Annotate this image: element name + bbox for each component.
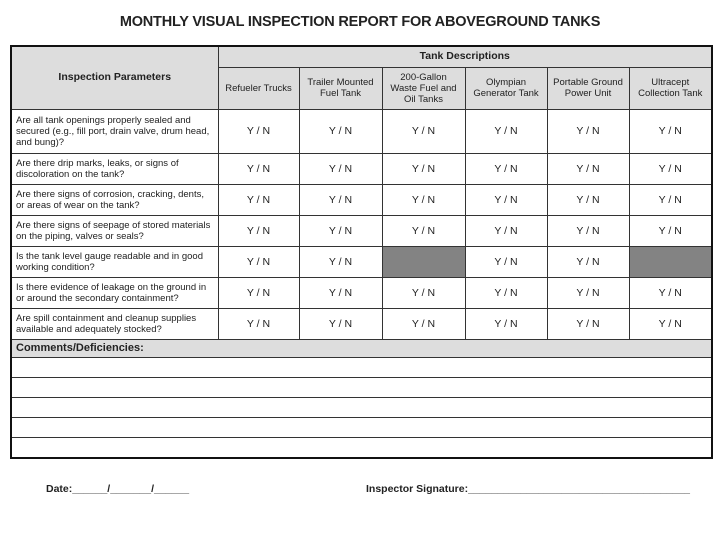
tank-header: Olympian Generator Tank bbox=[465, 67, 547, 109]
tank-descriptions-header: Tank Descriptions bbox=[218, 46, 712, 67]
comment-line[interactable] bbox=[11, 377, 712, 397]
yes-no-answer[interactable]: Y / N bbox=[465, 246, 547, 277]
yes-no-answer[interactable]: Y / N bbox=[218, 308, 299, 339]
tank-header: Trailer Mounted Fuel Tank bbox=[299, 67, 382, 109]
yes-no-answer[interactable]: Y / N bbox=[382, 184, 465, 215]
yes-no-answer[interactable]: Y / N bbox=[547, 215, 629, 246]
yes-no-answer[interactable]: Y / N bbox=[299, 246, 382, 277]
inspection-question: Are there signs of corrosion, cracking, dents, or areas of wear on the tank? bbox=[11, 184, 218, 215]
comment-line[interactable] bbox=[11, 437, 712, 458]
inspection-table bbox=[10, 45, 713, 459]
yes-no-answer[interactable]: Y / N bbox=[299, 215, 382, 246]
comments-label: Comments/Deficiencies: bbox=[11, 339, 712, 357]
yes-no-answer[interactable]: Y / N bbox=[465, 308, 547, 339]
yes-no-answer[interactable]: Y / N bbox=[629, 184, 712, 215]
yes-no-answer[interactable]: Y / N bbox=[465, 109, 547, 153]
comment-line[interactable] bbox=[11, 397, 712, 417]
yes-no-answer[interactable]: Y / N bbox=[218, 153, 299, 184]
tank-header: Refueler Trucks bbox=[218, 67, 299, 109]
yes-no-answer[interactable]: Y / N bbox=[629, 109, 712, 153]
inspection-question: Are there drip marks, leaks, or signs of discoloration on the tank? bbox=[11, 153, 218, 184]
table-row bbox=[11, 184, 712, 215]
yes-no-answer[interactable]: Y / N bbox=[547, 277, 629, 308]
yes-no-answer[interactable]: Y / N bbox=[299, 184, 382, 215]
yes-no-answer[interactable]: Y / N bbox=[465, 153, 547, 184]
yes-no-answer[interactable]: Y / N bbox=[547, 184, 629, 215]
yes-no-answer[interactable]: Y / N bbox=[218, 184, 299, 215]
yes-no-answer[interactable]: Y / N bbox=[629, 153, 712, 184]
yes-no-answer[interactable]: Y / N bbox=[465, 184, 547, 215]
yes-no-answer[interactable]: Y / N bbox=[382, 153, 465, 184]
inspection-question: Is there evidence of leakage on the ground in or around the secondary containment? bbox=[11, 277, 218, 308]
table-row bbox=[11, 246, 712, 277]
inspection-question: Are all tank openings properly sealed and secured (e.g., fill port, drain valve, drum head, and bung)? bbox=[11, 109, 218, 153]
page-title: MONTHLY VISUAL INSPECTION REPORT FOR ABOVEGROUND TANKS bbox=[119, 14, 601, 30]
yes-no-answer[interactable]: Y / N bbox=[218, 215, 299, 246]
inspection-question: Are there signs of seepage of stored materials on the piping, valves or seals? bbox=[11, 215, 218, 246]
yes-no-answer[interactable]: Y / N bbox=[218, 277, 299, 308]
table-row bbox=[11, 109, 712, 153]
yes-no-answer[interactable]: Y / N bbox=[299, 308, 382, 339]
yes-no-answer[interactable]: Y / N bbox=[547, 246, 629, 277]
params-header: Inspection Parameters bbox=[11, 46, 218, 109]
shaded-na-cell bbox=[382, 246, 465, 277]
tank-header: 200-Gallon Waste Fuel and Oil Tanks bbox=[382, 67, 465, 109]
tank-header: Ultracept Collection Tank bbox=[629, 67, 712, 109]
yes-no-answer[interactable]: Y / N bbox=[382, 308, 465, 339]
yes-no-answer[interactable]: Y / N bbox=[218, 109, 299, 153]
table-row bbox=[11, 153, 712, 184]
yes-no-answer[interactable]: Y / N bbox=[218, 246, 299, 277]
date-field[interactable]: Date:______/_______/______ bbox=[46, 483, 190, 495]
yes-no-answer[interactable]: Y / N bbox=[382, 215, 465, 246]
yes-no-answer[interactable]: Y / N bbox=[465, 215, 547, 246]
yes-no-answer[interactable]: Y / N bbox=[382, 109, 465, 153]
yes-no-answer[interactable]: Y / N bbox=[465, 277, 547, 308]
yes-no-answer[interactable]: Y / N bbox=[547, 153, 629, 184]
yes-no-answer[interactable]: Y / N bbox=[629, 277, 712, 308]
yes-no-answer[interactable]: Y / N bbox=[382, 277, 465, 308]
yes-no-answer[interactable]: Y / N bbox=[299, 109, 382, 153]
table-row bbox=[11, 215, 712, 246]
yes-no-answer[interactable]: Y / N bbox=[299, 277, 382, 308]
yes-no-answer[interactable]: Y / N bbox=[299, 153, 382, 184]
inspector-signature-field[interactable]: Inspector Signature:______________________________________ bbox=[366, 483, 691, 495]
inspection-question: Is the tank level gauge readable and in good working condition? bbox=[11, 246, 218, 277]
comment-line[interactable] bbox=[11, 357, 712, 377]
tank-header: Portable Ground Power Unit bbox=[547, 67, 629, 109]
comment-line[interactable] bbox=[11, 417, 712, 437]
yes-no-answer[interactable]: Y / N bbox=[629, 308, 712, 339]
table-row bbox=[11, 308, 712, 339]
table-row bbox=[11, 277, 712, 308]
inspection-question: Are spill containment and cleanup supplies available and adequately stocked? bbox=[11, 308, 218, 339]
shaded-na-cell bbox=[629, 246, 712, 277]
yes-no-answer[interactable]: Y / N bbox=[629, 215, 712, 246]
yes-no-answer[interactable]: Y / N bbox=[547, 109, 629, 153]
yes-no-answer[interactable]: Y / N bbox=[547, 308, 629, 339]
